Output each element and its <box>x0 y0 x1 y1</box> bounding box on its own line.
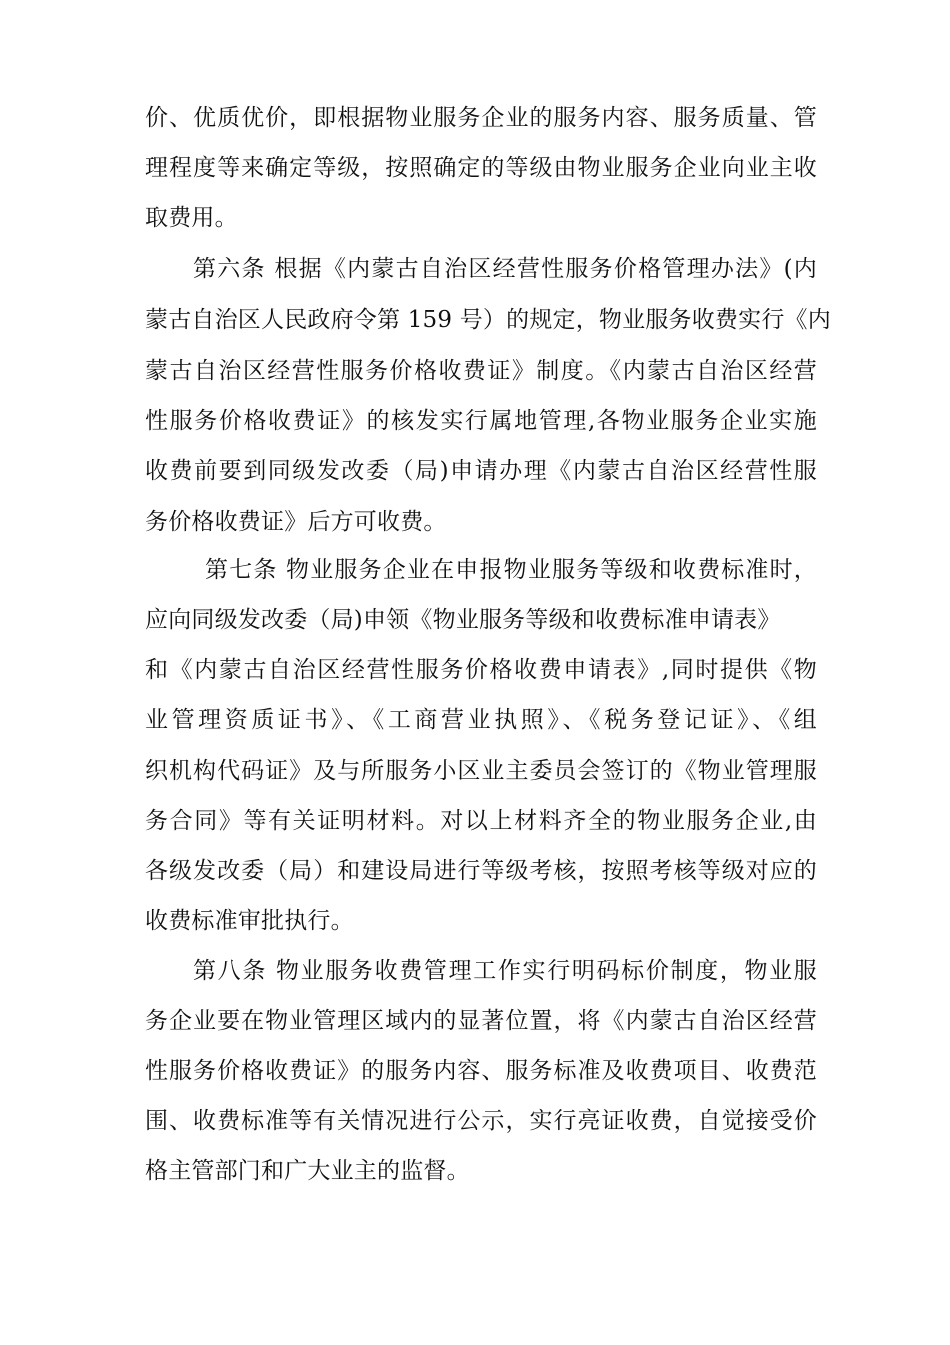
text-line: 收费前要到同级发改委（局)申请办理《内蒙古自治区经营性服 <box>145 458 817 484</box>
text-line: 蒙古自治区经营性服务价格收费证》制度。《内蒙古自治区经营 <box>145 358 817 384</box>
text-line: 格主管部门和广大业主的监督。 <box>145 1158 470 1184</box>
text-line: 围、收费标准等有关情况进行公示，实行亮证收费，自觉接受价 <box>145 1108 817 1134</box>
text-line: 取费用。 <box>145 205 238 231</box>
text-line: 务企业要在物业管理区域内的显著位置，将《内蒙古自治区经营 <box>145 1008 817 1034</box>
text-line: 第七条 物业服务企业在申报物业服务等级和收费标准时， <box>205 557 817 583</box>
text-line: 性服务价格收费证》的服务内容、服务标准及收费项目、收费范 <box>145 1058 817 1084</box>
text-line: 织机构代码证》及与所服务小区业主委员会签订的《物业管理服 <box>145 758 817 784</box>
text-line: 蒙古自治区人民政府令第 159 号）的规定，物业服务收费实行《内 <box>145 307 831 333</box>
text-line: 务合同》等有关证明材料。对以上材料齐全的物业服务企业,由 <box>145 808 817 834</box>
text-line: 和《内蒙古自治区经营性服务价格收费申请表》,同时提供《物 <box>145 657 817 683</box>
text-line: 第六条 根据《内蒙古自治区经营性服务价格管理办法》(内 <box>193 256 817 282</box>
text-line: 价、优质优价，即根据物业服务企业的服务内容、服务质量、管 <box>145 105 817 131</box>
text-line: 性服务价格收费证》的核发实行属地管理,各物业服务企业实施 <box>145 408 817 434</box>
text-line: 收费标准审批执行。 <box>145 908 354 934</box>
text-line: 各级发改委（局）和建设局进行等级考核，按照考核等级对应的 <box>145 858 817 884</box>
text-line: 第八条 物业服务收费管理工作实行明码标价制度，物业服 <box>193 958 817 984</box>
text-line: 务价格收费证》后方可收费。 <box>145 509 447 535</box>
text-line: 理程度等来确定等级，按照确定的等级由物业服务企业向业主收 <box>145 155 817 181</box>
text-line: 业管理资质证书》、《工商营业执照》、《税务登记证》、《组 <box>145 707 817 733</box>
text-line: 应向同级发改委（局)申领《物业服务等级和收费标准申请表》 <box>145 607 781 633</box>
